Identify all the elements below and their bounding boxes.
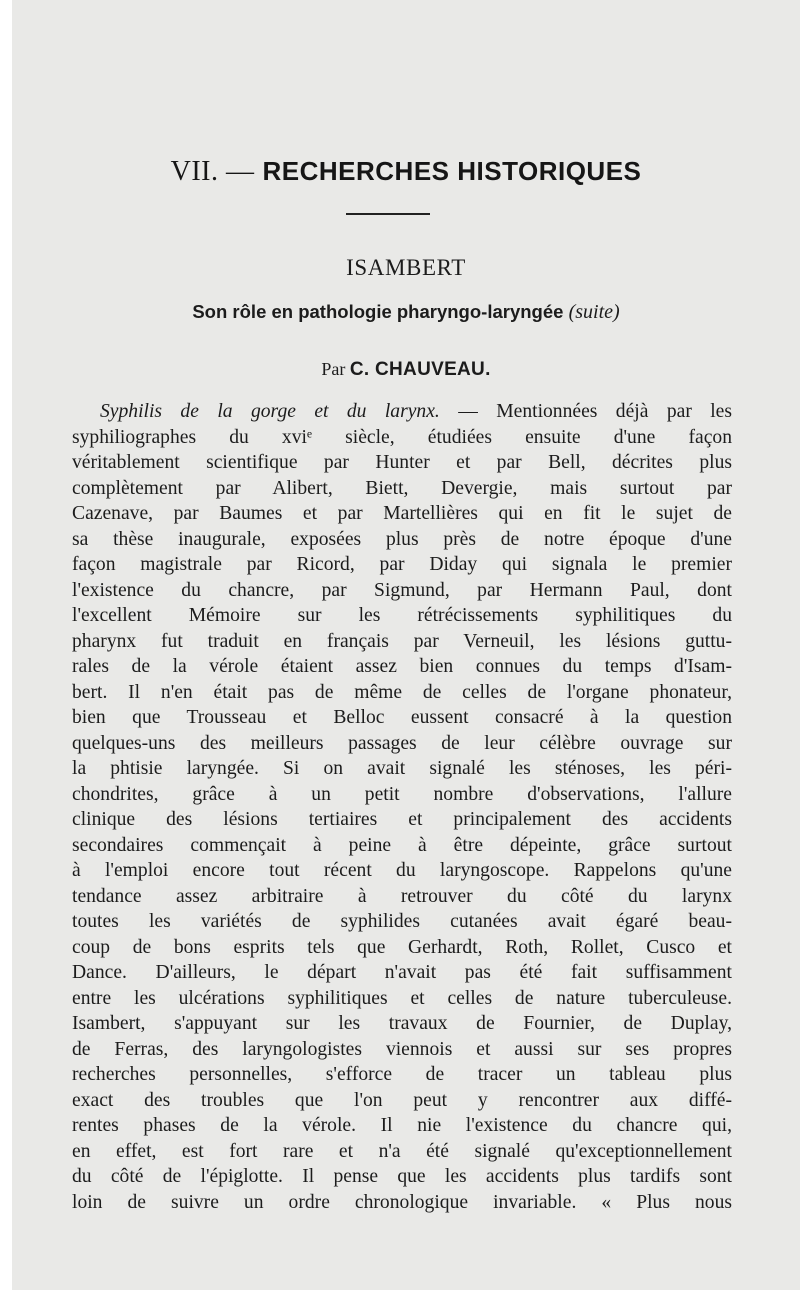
article-subject: ISAMBERT — [346, 255, 466, 280]
body-line: quelques-uns des meilleurs passages de leur célèbre ouvrage sur — [72, 732, 732, 754]
body-line: bert. Il n'en était pas de même de celles de l'organe phonateur, — [72, 681, 732, 703]
article-subtitle — [12, 298, 800, 326]
body-line: bien que Trousseau et Belloc eussent consacré à la question — [72, 707, 732, 728]
body-line: loin de suivre un ordre chronologique invariable. « Plus nous — [72, 1191, 732, 1213]
body-line: pharynx fut traduit en français par Verneuil, les lésions guttu- — [72, 630, 732, 652]
body-line: Dance. D'ailleurs, le départ n'avait pas été fait suffisamment — [72, 962, 732, 983]
lead-italic: Syphilis de la gorge et du larynx. — [100, 401, 440, 422]
body-line: en effet, est fort rare et n'a été signalé qu'exceptionnellement — [72, 1140, 732, 1162]
body-line: rales de la vérole étaient assez bien connues du temps d'Isam- — [72, 656, 732, 677]
body-line: coup de bons esprits tels que Gerhardt, Roth, Rollet, Cusco et — [72, 936, 732, 958]
body-line: véritablement scientifique par Hunter et par Bell, décrites plus — [72, 452, 732, 473]
body-line-text: — Mentionnées déjà par les — [458, 401, 733, 422]
body-line: complètement par Alibert, Biett, Devergie, mais surtout par — [72, 477, 732, 499]
body-line — [72, 399, 732, 425]
body-line: façon magistrale par Ricord, par Diday qui signala le premier — [72, 554, 732, 575]
body-line: sa thèse inaugurale, exposées plus près de notre époque d'une — [72, 528, 732, 550]
body-line: à l'emploi encore tout récent du laryngoscope. Rappelons qu'une — [72, 860, 732, 881]
body-line: Cazenave, par Baumes et par Martellières qui en fit le sujet de — [72, 503, 732, 524]
byline-prefix: Par — [321, 359, 346, 379]
body-line: entre les ulcérations syphilitiques et celles de nature tuberculeuse. — [72, 987, 732, 1009]
heading-divider — [346, 213, 430, 215]
body-line: l'existence du chancre, par Sigmund, par Hermann Paul, dont — [72, 579, 732, 601]
body-line: clinique des lésions tertiaires et principalement des accidents — [72, 809, 732, 830]
body-line: tendance assez arbitraire à retrouver du côté du larynx — [72, 885, 732, 907]
body-line: la phtisie laryngée. Si on avait signalé les sténoses, les péri- — [72, 758, 732, 779]
body-line: du côté de l'épiglotte. Il pense que les accidents plus tardifs sont — [72, 1166, 732, 1187]
body-line: chondrites, grâce à un petit nombre d'observations, l'allure — [72, 783, 732, 805]
section-title: RECHERCHES HISTORIQUES — [262, 156, 642, 186]
body-line: l'excellent Mémoire sur les rétrécissements syphilitiques du — [72, 605, 732, 626]
document-page — [12, 0, 800, 1290]
article-subtitle-text: Son rôle en pathologie pharyngo-laryngée — [192, 301, 564, 322]
section-heading — [12, 152, 800, 191]
article-subtitle-suffix: (suite) — [568, 301, 620, 323]
body-line: Isambert, s'appuyant sur les travaux de Fournier, de Duplay, — [72, 1013, 732, 1034]
article-body — [72, 399, 732, 1215]
body-line: recherches personnelles, s'efforce de tracer un tableau plus — [72, 1064, 732, 1085]
body-line: rentes phases de la vérole. Il nie l'existence du chancre qui, — [72, 1115, 732, 1136]
body-line: syphiliographes du xviᵉ siècle, étudiées ensuite d'une façon — [72, 426, 732, 448]
body-line: exact des troubles que l'on peut y rencontrer aux diffé- — [72, 1089, 732, 1111]
body-line: de Ferras, des laryngologistes viennois et aussi sur ses propres — [72, 1038, 732, 1060]
page-margin-left — [0, 0, 12, 1290]
section-number: VII. — — [170, 156, 255, 187]
article-byline — [12, 355, 800, 384]
author-name: C. CHAUVEAU. — [349, 359, 491, 380]
body-line: toutes les variétés de syphilides cutanées avait égaré beau- — [72, 911, 732, 932]
body-line: secondaires commençait à peine à être dépeinte, grâce surtout — [72, 834, 732, 856]
